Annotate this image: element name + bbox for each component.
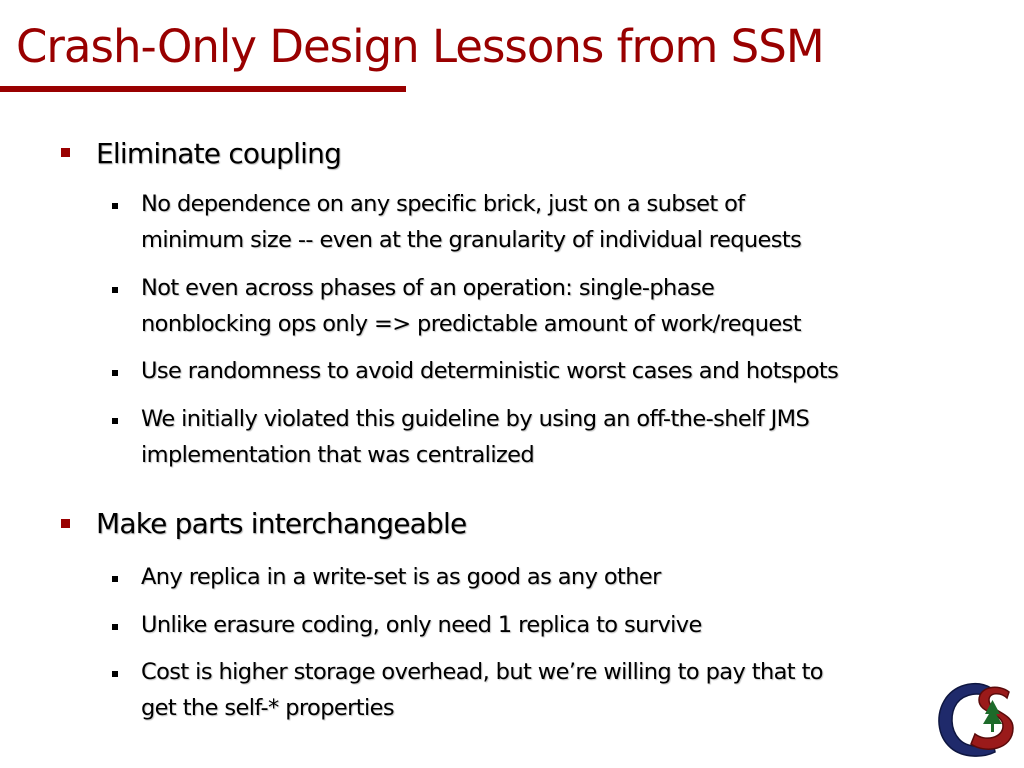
item-bullet-icon bbox=[112, 370, 118, 376]
list-item bbox=[141, 186, 801, 258]
section-heading-interchangeable: Make parts interchangeable bbox=[96, 507, 467, 540]
item-line: nonblocking ops only => predictable amount of work/request bbox=[141, 311, 801, 337]
item-bullet-icon bbox=[112, 671, 118, 677]
item-line: Any replica in a write-set is as good as any other bbox=[141, 564, 661, 590]
list-item bbox=[141, 559, 661, 595]
list-item bbox=[141, 654, 823, 726]
list-item bbox=[141, 270, 801, 342]
item-line: No dependence on any specific brick, just on a subset of bbox=[141, 191, 745, 217]
stanford-cs-logo-icon bbox=[933, 678, 1015, 760]
item-line: Not even across phases of an operation: single-phase bbox=[141, 275, 715, 301]
section-heading-coupling: Eliminate coupling bbox=[96, 137, 342, 170]
item-bullet-icon bbox=[112, 203, 118, 209]
section-bullet-icon bbox=[61, 519, 70, 528]
section-bullet-icon bbox=[61, 148, 70, 157]
item-bullet-icon bbox=[112, 287, 118, 293]
item-bullet-icon bbox=[112, 418, 118, 424]
item-line: minimum size -- even at the granularity of individual requests bbox=[141, 227, 802, 253]
list-item bbox=[141, 401, 809, 473]
list-item bbox=[141, 607, 702, 643]
list-item bbox=[141, 353, 838, 389]
item-line: Unlike erasure coding, only need 1 replica to survive bbox=[141, 612, 702, 638]
item-bullet-icon bbox=[112, 576, 118, 582]
item-line: get the self-* properties bbox=[141, 695, 395, 721]
item-line: Use randomness to avoid deterministic worst cases and hotspots bbox=[141, 358, 839, 384]
item-line: implementation that was centralized bbox=[141, 442, 535, 468]
item-line: Cost is higher storage overhead, but we’re willing to pay that to bbox=[141, 659, 823, 685]
slide-title: Crash-Only Design Lessons from SSM bbox=[16, 20, 824, 73]
item-bullet-icon bbox=[112, 624, 118, 630]
item-line: We initially violated this guideline by using an off-the-shelf JMS bbox=[141, 406, 810, 432]
